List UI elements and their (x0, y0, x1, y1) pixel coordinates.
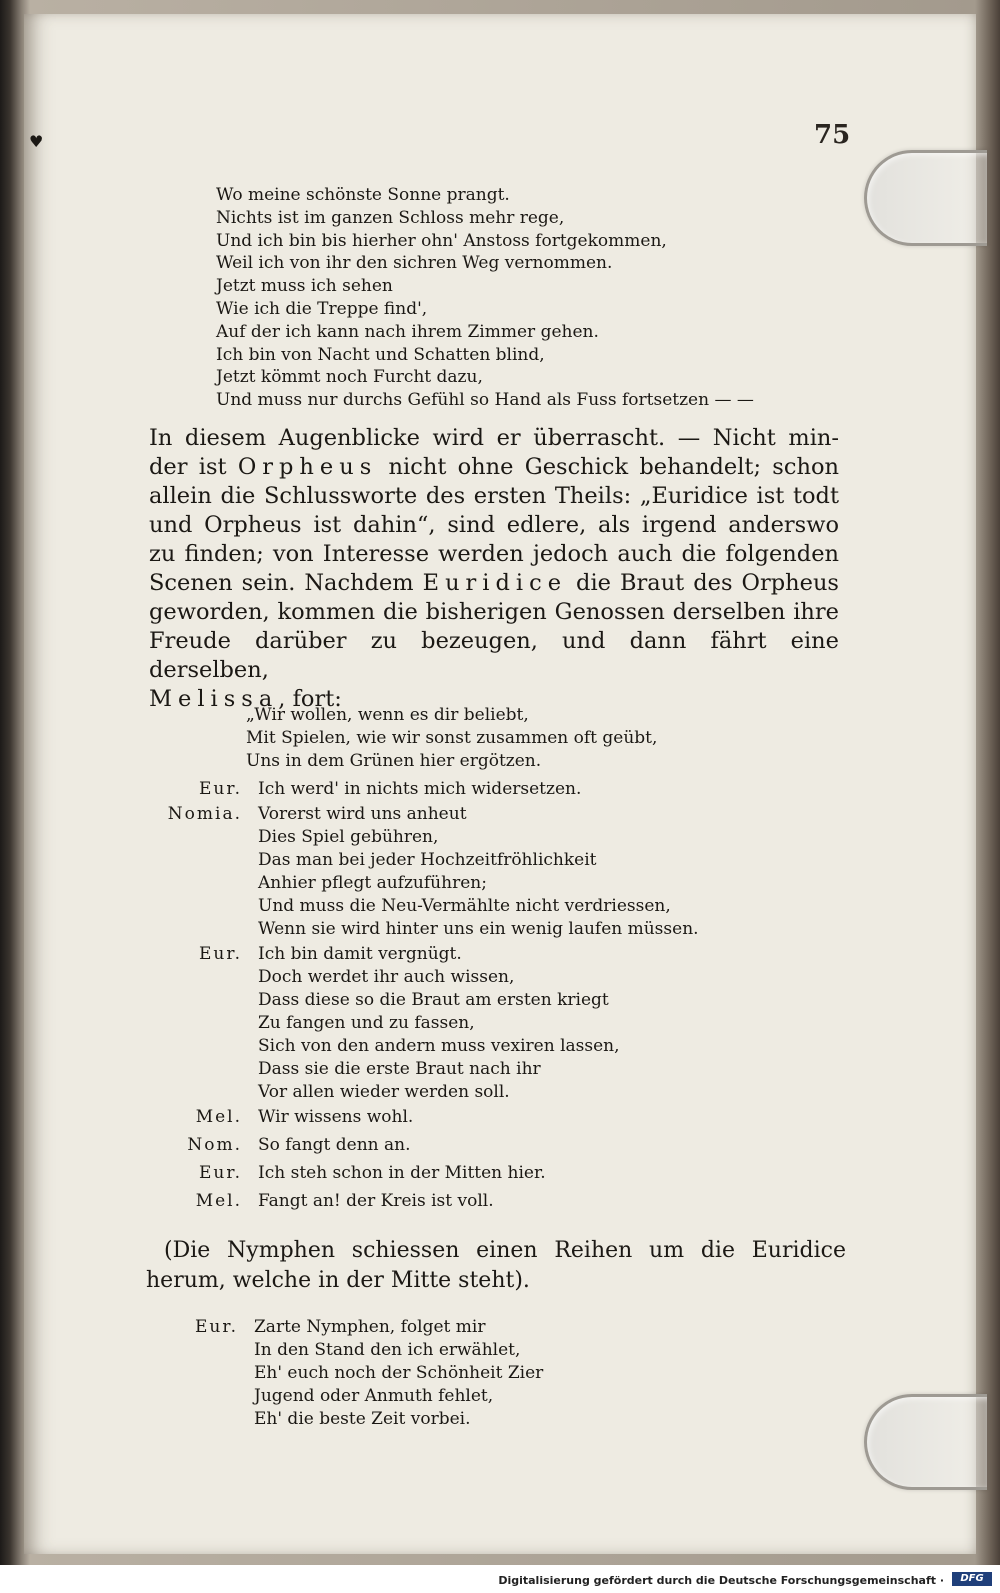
speech-line: Sich von den andern muss vexiren lassen, (258, 1036, 620, 1056)
verse-line: Uns in dem Grünen hier ergötzen. (246, 750, 542, 771)
verse-line: Weil ich von ihr den sichren Weg vernommen. (216, 253, 613, 274)
prose-line: zu finden; von Interesse werden jedoch auch die folgenden (149, 541, 839, 567)
dialogue-turn (158, 1316, 808, 1431)
speaker-label: Eur. (198, 944, 242, 964)
speech-line: Zarte Nymphen, folget mir (254, 1317, 486, 1337)
speech-line: Ich bin damit vergnügt. (258, 944, 462, 964)
dialogue-turn (162, 943, 812, 1104)
prose-text: der ist (149, 454, 238, 480)
speech-line: Vorerst wird uns anheut (258, 804, 467, 824)
spaced-name: Melissa (149, 686, 279, 712)
speaker-label: Eur. (194, 1317, 238, 1337)
prose-text: , fort: (278, 686, 342, 712)
prose-line: geworden, kommen die bisherigen Genossen derselben ihre (149, 599, 839, 625)
speech-line: Doch werdet ihr auch wissen, (258, 967, 515, 987)
speaker-label: Mel. (195, 1191, 242, 1211)
speech (258, 1134, 411, 1157)
dialogue-turn (162, 1190, 812, 1213)
footer-bar (0, 1565, 1000, 1593)
speech-line: So fangt denn an. (258, 1135, 411, 1155)
speech (258, 943, 620, 1104)
speaker-label: Nomia. (167, 804, 242, 824)
speaker-label: Eur. (198, 779, 242, 799)
stage-direction (146, 1236, 846, 1296)
dialogue-turn (162, 1134, 812, 1157)
prose-text: die Braut des Orpheus (567, 570, 839, 596)
speech (258, 1162, 546, 1185)
speaker-label: Nom. (187, 1135, 242, 1155)
page-number: 75 (814, 120, 851, 150)
prose-line (149, 453, 839, 482)
dialogue-turn (162, 778, 812, 801)
dialogue-turn (162, 1106, 812, 1129)
prose-paragraph (149, 424, 839, 714)
prose-line: In diesem Augenblicke wird er überrascht. — Nicht min- (149, 425, 839, 451)
speech-line: Anhier pflegt aufzuführen; (258, 873, 487, 893)
speech-line: Wenn sie wird hinter uns ein wenig laufen müssen. (258, 919, 699, 939)
prose-text: nicht ohne Geschick behandelt; schon (377, 454, 839, 480)
speech-line: Eh' die beste Zeit vorbei. (254, 1409, 471, 1429)
speech-line: In den Stand den ich erwählet, (254, 1340, 521, 1360)
speaker-label: Eur. (198, 1163, 242, 1183)
quote-verse (246, 704, 657, 772)
verse-line: Nichts ist im ganzen Schloss mehr rege, (216, 207, 565, 228)
verse-line: Ich bin von Nacht und Schatten blind, (216, 344, 545, 365)
verse-line: Wo meine schönste Sonne prangt. (216, 185, 510, 205)
dialogue-block (162, 778, 812, 1213)
dialogue-turn (162, 1162, 812, 1185)
speaker-label: Mel. (195, 1107, 242, 1127)
verse-line: Und muss nur durchs Gefühl so Hand als Fuss fortsetzen — — (216, 390, 754, 411)
dfg-logo: DFG (952, 1572, 992, 1586)
speech-line: Ich steh schon in der Mitten hier. (258, 1163, 546, 1183)
prose-line: allein die Schlussworte des ersten Theils: „Euridice ist todt (149, 483, 839, 509)
page-clip (864, 1394, 987, 1490)
prose-line (149, 569, 839, 598)
speech (254, 1316, 543, 1431)
speech-line: Jugend oder Anmuth fehlet, (254, 1386, 494, 1406)
prose-line: und Orpheus ist dahin“, sind edlere, als irgend anderswo (149, 512, 839, 538)
final-dialogue (158, 1316, 808, 1431)
speech-line: Ich werd' in nichts mich widersetzen. (258, 779, 582, 799)
prose-line: Freude darüber zu bezeugen, und dann fährt eine derselben, (149, 628, 839, 683)
speech-line: Das man bei jeder Hochzeitfröhlichkeit (258, 850, 597, 870)
speech (258, 1190, 494, 1213)
page-clip (864, 150, 987, 246)
book-page (24, 14, 976, 1554)
speech-line: Dies Spiel gebühren, (258, 827, 439, 847)
verse-line: Wie ich die Treppe find', (216, 298, 428, 319)
speech-line: Vor allen wieder werden soll. (258, 1082, 510, 1102)
speech-line: Und muss die Neu-Vermählte nicht verdriessen, (258, 896, 671, 916)
opening-verse (216, 184, 754, 412)
spaced-name: Orpheus (237, 454, 378, 480)
stage-line: (Die Nymphen schiessen einen Reihen um die Euridice (164, 1238, 846, 1263)
speech-line: Zu fangen und zu fassen, (258, 1013, 475, 1033)
speech-line: Dass sie die erste Braut nach ihr (258, 1059, 541, 1079)
ink-mark: ♥ (29, 132, 44, 151)
stage-line: herum, welche in der Mitte steht). (146, 1268, 530, 1293)
speech (258, 803, 699, 941)
funding-credit: Digitalisierung gefördert durch die Deutsche Forschungsgemeinschaft · (498, 1574, 944, 1587)
verse-line: Auf der ich kann nach ihrem Zimmer gehen. (216, 321, 599, 342)
speech-line: Eh' euch noch der Schönheit Zier (254, 1363, 544, 1383)
speech (258, 778, 581, 801)
speech-line: Wir wissens wohl. (258, 1107, 414, 1127)
speech-line: Dass diese so die Braut am ersten kriegt (258, 990, 609, 1010)
speech-line: Fangt an! der Kreis ist voll. (258, 1191, 494, 1211)
spaced-name: Euridice (422, 570, 568, 596)
verse-line: „Wir wollen, wenn es dir beliebt, (246, 705, 529, 725)
verse-line: Und ich bin bis hierher ohn' Anstoss fortgekommen, (216, 230, 667, 251)
dialogue-turn (162, 803, 812, 941)
speech (258, 1106, 413, 1129)
prose-text: Scenen sein. Nachdem (149, 570, 423, 596)
verse-line: Jetzt muss ich sehen (216, 276, 393, 297)
verse-line: Jetzt kömmt noch Furcht dazu, (216, 367, 483, 388)
verse-line: Mit Spielen, wie wir sonst zusammen oft geübt, (246, 727, 658, 748)
